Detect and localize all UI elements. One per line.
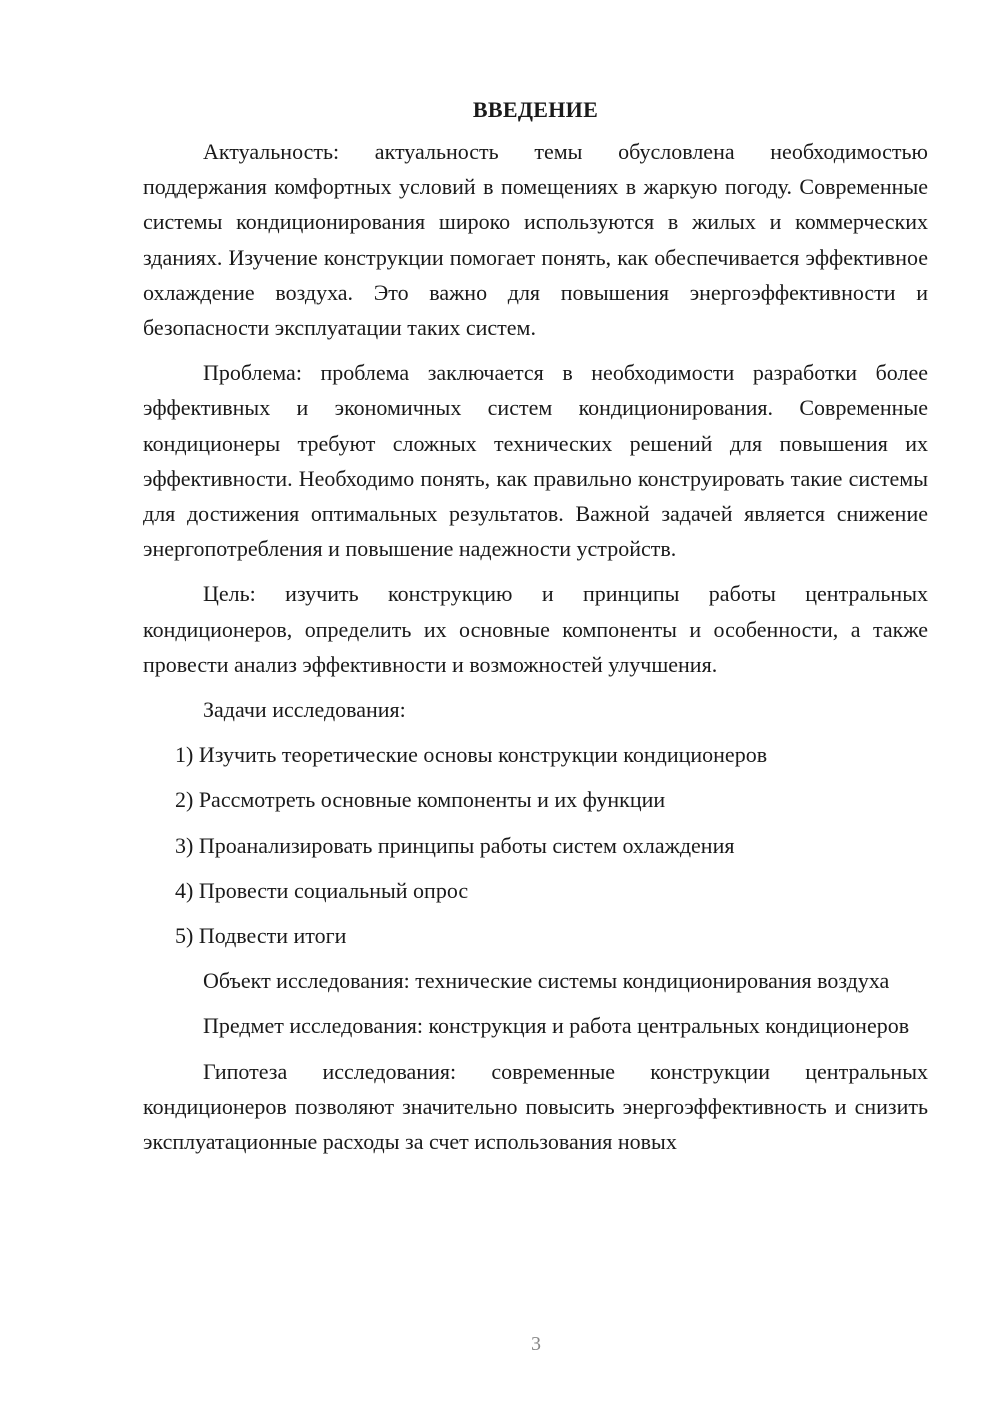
page-title: ВВЕДЕНИЕ	[472, 97, 599, 122]
list-item: 4) Провести социальный опрос	[175, 877, 469, 903]
paragraph-subject: Предмет исследования: конструкция и работа центральных кондиционеров	[203, 1013, 910, 1039]
paragraph-goal: Цель: изучить конструкцию и принципы работы центральных кондиционеров, определить их основные компоненты и особенности, а также провести анализ эффективности и возможностей улучшения.	[143, 581, 928, 677]
list-item: 2) Рассмотреть основные компоненты и их функции	[175, 787, 666, 813]
page-content	[143, 94, 928, 1169]
list-item: 3) Проанализировать принципы работы систем охлаждения	[175, 832, 735, 858]
paragraph-hypothesis: Гипотеза исследования: современные конструкции центральных кондиционеров позволяют значительно повысить энергоэффективность и снизить эксплуатационные расходы за счет использования новых	[143, 1058, 928, 1155]
paragraph-object: Объект исследования: технические системы кондиционирования воздуха	[203, 968, 890, 994]
paragraph-problem: Проблема: проблема заключается в необходимости разработки более эффективных и экономичных систем кондиционирования. Современные кондиционеры требуют сложных технических решений для повышения их эффективности. Необходимо понять, как правильно конструировать такие системы для достижения оптимальных результатов. Важной задачей является снижение энергопотребления и повышение надежности устройств.	[143, 360, 928, 562]
list-item: 5) Подвести итоги	[175, 923, 347, 949]
list-item: 1) Изучить теоретические основы конструкции кондиционеров	[175, 742, 768, 768]
tasks-heading: Задачи исследования:	[203, 697, 406, 723]
tasks-list	[143, 737, 928, 953]
paragraph-relevance: Актуальность: актуальность темы обусловлена необходимостью поддержания комфортных условий в помещениях в жаркую погоду. Современные системы кондиционирования широко используются в жилых и коммерческих зданиях. Изучение конструкции помогает понять, как обеспечивается эффективное охлаждение воздуха. Это важно для повышения энергоэффективности и безопасности эксплуатации таких систем.	[143, 139, 928, 341]
page-number: 3	[531, 1333, 541, 1355]
